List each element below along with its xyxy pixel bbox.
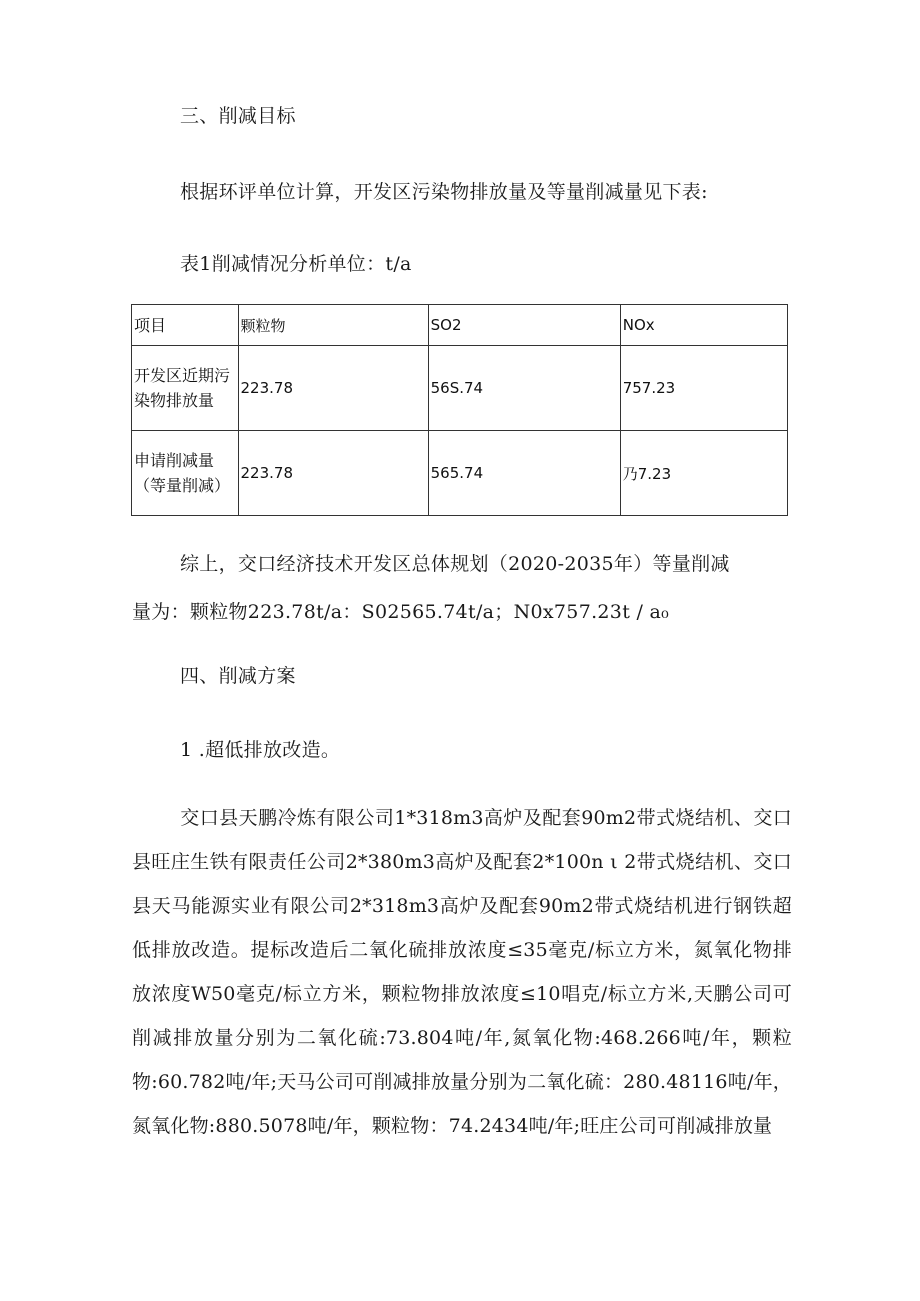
section-heading-targets: 三、削减目标 xyxy=(180,105,296,127)
table-header-row xyxy=(132,305,788,346)
cell-value: 乃7.23 xyxy=(620,431,787,516)
header-item: 项目 xyxy=(132,305,239,346)
cell-value: 565.74 xyxy=(428,431,620,516)
body-paragraph xyxy=(132,796,792,1148)
summary-line-1: 综上，交口经济技术开发区总体规划（2020-2035年）等量削减 xyxy=(180,553,730,575)
cell-value: 56S.74 xyxy=(428,346,620,431)
cell-value: 223.78 xyxy=(238,431,428,516)
header-particulate: 颗粒物 xyxy=(238,305,428,346)
row-label: 开发区近期污染物排放量 xyxy=(132,346,239,431)
table-row xyxy=(132,431,788,516)
header-so2: SO2 xyxy=(428,305,620,346)
cell-value: 223.78 xyxy=(238,346,428,431)
intro-text: 根据环评单位计算，开发区污染物排放量及等量削减量见下表: xyxy=(180,181,708,203)
list-item-1: 1 .超低排放改造。 xyxy=(180,739,341,761)
body-paragraph-text: 交口县天鹏冷炼有限公司1*318m3高炉及配套90m2带式烧结机、交口县旺庄生铁有限责任公司2*380m3高炉及配套2*100n ι 2带式烧结机、交口县天马能源实业有限公司2*318m3高炉及配套90m2带式烧结机进行钢铁超低排放改造。提标改造后二氧化硫排放浓度≤35毫克/标立方米，氮氧化物排放浓度W50毫克/标立方米，颗粒物排放浓度≤10唱克/标立方米,天鹏公司可削减排放量分别为二氧化硫:73.804吨/年,氮氧化物:468.266吨/年，颗粒物:60.782吨/年;天马公司可削减排放量分别为二氧化硫：280.48116吨/年，氮氧化物:880.5078吨/年，颗粒物：74.2434吨/年;旺庄公司可削减排放量 xyxy=(132,807,792,1137)
summary-line-2: 量为：颗粒物223.78t/a：S02565.74t/a；N0x757.23t / a₀ xyxy=(132,601,670,623)
row-label: 申请削减量（等量削减） xyxy=(132,431,239,516)
section-heading-plan: 四、削减方案 xyxy=(180,665,296,687)
table-caption: 表1削减情况分析单位：t/a xyxy=(180,253,412,275)
table-row xyxy=(132,346,788,431)
reduction-table xyxy=(131,304,788,516)
cell-value: 757.23 xyxy=(620,346,787,431)
header-nox: NOx xyxy=(620,305,787,346)
